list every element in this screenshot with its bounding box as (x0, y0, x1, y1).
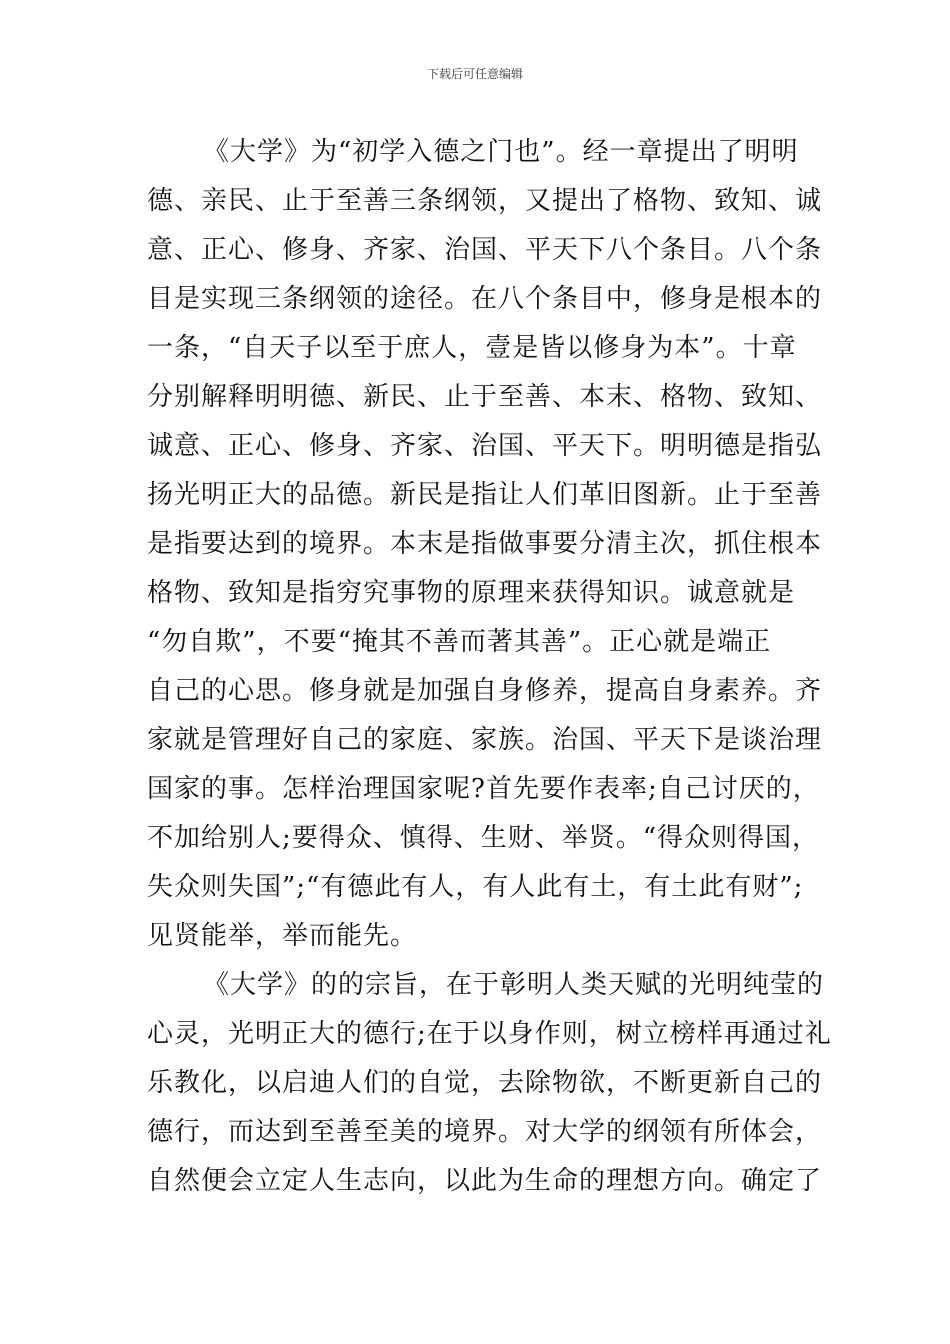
text-line: 是指要达到的境界。本末是指做事要分清主次，抓住根本 (147, 529, 823, 559)
text-line: 扬光明正大的品德。新民是指让人们革旧图新。止于至善 (147, 480, 823, 510)
text-line: “勿自欺”，不要“掩其不善而著其善”。正心就是端正 (147, 627, 772, 657)
text-line: 失众则失国”;“有德此有人，有人此有土，有土此有财”; (147, 872, 804, 902)
text-line: 格物、致知是指穷究事物的原理来获得知识。诚意就是 (147, 578, 796, 608)
text-line: 一条，“自天子以至于庶人，壹是皆以修身为本”。十章 (147, 333, 797, 363)
text-line: 乐教化，以启迪人们的自觉，去除物欲，不断更新自己的 (147, 1068, 823, 1098)
text-line: 《大学》为“初学入德之门也”。经一章提出了明明 (203, 137, 799, 167)
text-line: 不加给别人;要得众、慎得、生财、举贤。“得众则得国， (147, 823, 820, 853)
page-header: 下载后可任意编辑 (426, 67, 523, 81)
text-line: 德行，而达到至善至美的境界。对大学的纲领有所体会， (147, 1117, 823, 1147)
text-line: 德、亲民、止于至善三条纲领，又提出了格物、致知、诚 (147, 186, 823, 216)
text-line: 意、正心、修身、齐家、治国、平天下八个条目。八个条 (147, 235, 823, 265)
text-line: 家就是管理好自己的家庭、家族。治国、平天下是谈治理 (147, 725, 823, 755)
text-line: 心灵，光明正大的德行;在于以身作则，树立榜样再通过礼 (147, 1019, 832, 1049)
text-line: 分别解释明明德、新民、止于至善、本末、格物、致知、 (147, 382, 823, 412)
text-line: 目是实现三条纲领的途径。在八个条目中，修身是根本的 (147, 284, 823, 314)
text-line: 见贤能举，举而能先。 (147, 921, 418, 951)
text-line: 国家的事。怎样治理国家呢?首先要作表率;自己讨厌的， (147, 774, 820, 804)
body-text (147, 128, 832, 1206)
text-line: 自己的心思。修身就是加强自身修养，提高自身素养。齐 (147, 676, 823, 706)
text-line: 《大学》的的宗旨，在于彰明人类天赋的光明纯莹的 (203, 970, 825, 1000)
text-line: 诚意、正心、修身、齐家、治国、平天下。明明德是指弘 (147, 431, 823, 461)
text-line: 自然便会立定人生志向，以此为生命的理想方向。确定了 (147, 1166, 823, 1196)
